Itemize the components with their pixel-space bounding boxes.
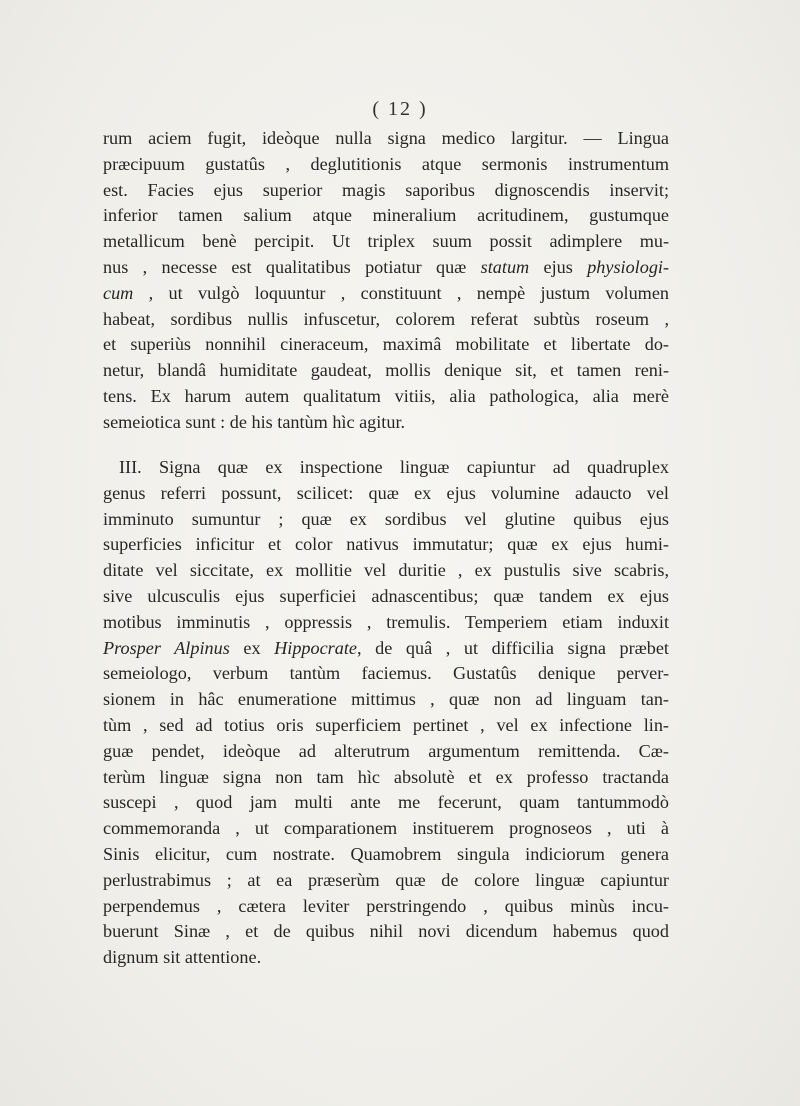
text-line: commemoranda , ut comparationem instituerem prognoseos , uti à: [103, 818, 669, 839]
text-line: [103, 636, 669, 662]
text-line: ditate vel siccitate, ex mollitie vel duritie , ex pustulis sive scabris,: [103, 560, 669, 581]
text-line: genus referri possunt, scilicet: quæ ex ejus volumine adaucto vel: [103, 482, 669, 503]
text-line: sionem in hâc enumeratione mittimus , quæ non ad linguam tan-: [103, 689, 669, 710]
text-line: sive ulcusculis ejus superficiei adnascentibus; quæ tandem ex ejus: [103, 585, 669, 606]
text-line: tùm , sed ad totius oris superficiem pertinet , vel ex infectione lin-: [103, 714, 669, 735]
text-segment: ejus: [543, 256, 573, 277]
text-segment: , ut vulgò loquuntur , constituunt , nempè justum volumen: [133, 282, 669, 303]
italic-term: physiologi-: [587, 256, 670, 277]
text-line: terùm linguæ signa non tam hìc absolutè et ex professo tractanda: [103, 766, 669, 787]
text-line: perpendemus , cætera leviter perstringendo , quibus minùs incu-: [103, 895, 669, 916]
italic-term: statum: [480, 256, 530, 277]
paragraph-2: [103, 455, 669, 971]
text-line: dignum sit attentione.: [103, 947, 262, 968]
text-line: [103, 255, 669, 281]
text-line: buerunt Sinæ , et de quibus nihil novi dicendum habemus quod: [103, 921, 669, 942]
text-line: III. Signa quæ ex inspectione linguæ capiuntur ad quadruplex: [119, 457, 669, 477]
text-line: semeiologo, verbum tantùm faciemus. Gustatûs denique perver-: [103, 663, 669, 684]
text-line: semeiotica sunt : de his tantùm hìc agitur.: [103, 411, 406, 432]
text-line: habeat, sordibus nullis infuscetur, colorem referat subtùs roseum ,: [103, 308, 669, 329]
text-line: motibus imminutis , oppressis , tremulis. Temperiem etiam induxit: [103, 611, 669, 632]
text-line: inferior tamen salium atque mineralium acritudinem, gustumque: [103, 205, 669, 226]
paragraph-1: [103, 126, 669, 436]
text-line: et superiùs nonnihil cineraceum, maximâ mobilitate et libertate do-: [103, 334, 669, 355]
text-line: rum aciem fugit, ideòque nulla signa medico largitur. — Lingua: [103, 128, 669, 148]
text-line: præcipuum gustatûs , deglutitionis atque sermonis instrumentum: [103, 153, 669, 174]
text-line: Sinis elicitur, cum nostrate. Quamobrem singula indiciorum genera: [103, 843, 669, 864]
text-line: imminuto sumuntur ; quæ ex sordibus vel glutine quibus ejus: [103, 508, 669, 529]
italic-name: Prosper Alpinus: [103, 637, 230, 658]
italic-name: Hippocrate: [274, 637, 357, 658]
text-line: perlustrabimus ; at ea præserùm quæ de colore linguæ capiuntur: [103, 869, 669, 890]
text-line: guæ pendet, ideòque ad alterutrum argumentum remittenda. Cæ-: [103, 740, 669, 761]
text-line: suscepi , quod jam multi ante me fecerunt, quam tantummodò: [103, 792, 669, 813]
text-line: netur, blandâ humiditate gaudeat, mollis denique sit, et tamen reni-: [103, 360, 669, 381]
text-line: metallicum benè percipit. Ut triplex suum possit adimplere mu-: [103, 231, 669, 252]
italic-term: cum: [103, 282, 134, 303]
text-line: est. Facies ejus superior magis saporibus dignoscendis inservit;: [103, 179, 669, 200]
text-segment: , de quâ , ut difficilia signa præbet: [356, 637, 669, 658]
text-line: superficies inficitur et color nativus immutatur; quæ ex ejus humi-: [103, 534, 669, 555]
text-segment: nus , necesse est qualitatibus potiatur quæ: [103, 256, 467, 277]
text-line: tens. Ex harum autem qualitatum vitiis, alia pathologica, alia merè: [103, 385, 669, 406]
page-number: ( 12 ): [372, 98, 428, 120]
text-line: [103, 281, 669, 307]
text-segment: ex: [243, 637, 261, 658]
